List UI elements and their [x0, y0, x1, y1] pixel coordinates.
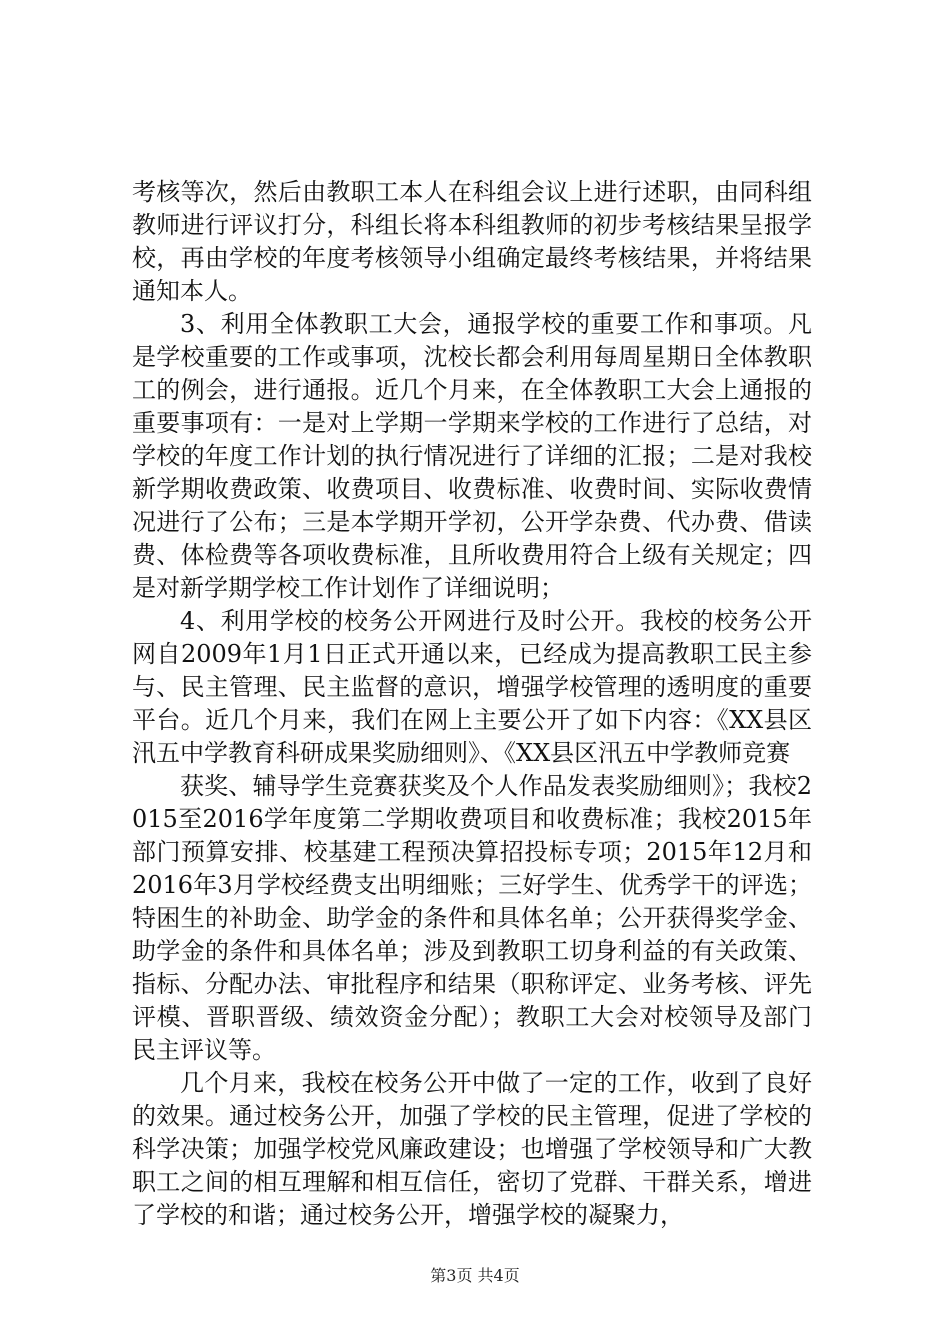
paragraph-5: 几个月来，我校在校务公开中做了一定的工作，收到了良好的效果。通过校务公开，加强了学校的民主管理，促进了学校的科学决策；加强学校党风廉政建设；也增强了学校领导和广大教职工之间的相互理解和相互信任，密切了党群、干群关系，增进了学校的和谐；通过校务公开，增强学校的凝聚力，	[132, 1069, 812, 1229]
document-body	[132, 176, 812, 1232]
paragraph-2: 3、利用全体教职工大会，通报学校的重要工作和事项。凡是学校重要的工作或事项，沈校长都会利用每周星期日全体教职工的例会，进行通报。近几个月来，在全体教职工大会上通报的重要事项有：一是对上学期一学期来学校的工作进行了总结，对学校的年度工作计划的执行情况进行了详细的汇报；二是对我校新学期收费政策、收费项目、收费标准、收费时间、实际收费情况进行了公布；三是本学期开学初，公开学杂费、代办费、借读费、体检费等各项收费标准，且所收费用符合上级有关规定；四是对新学期学校工作计划作了详细说明；	[132, 310, 812, 602]
page-footer	[0, 1266, 950, 1286]
paragraph-1: 考核等次，然后由教职工本人在科组会议上进行述职，由同科组教师进行评议打分，科组长将本科组教师的初步考核结果呈报学校，再由学校的年度考核领导小组确定最终考核结果，并将结果通知本人。	[132, 178, 812, 305]
page-number-label: 第3页 共4页	[430, 1266, 520, 1285]
paragraph-3: 4、利用学校的校务公开网进行及时公开。我校的校务公开网自2009年1月1日正式开通以来，已经成为提高教职工民主参与、民主管理、民主监督的意识，增强学校管理的透明度的重要平台。近几个月来，我们在网上主要公开了如下内容：《XX县区汛五中学教育科研成果奖励细则》、《XX县区汛五中学教师竞赛	[132, 607, 812, 767]
paragraph-4: 获奖、辅导学生竞赛获奖及个人作品发表奖励细则》；我校2015至2016学年度第二学期收费项目和收费标准；我校2015年部门预算安排、校基建工程预决算招投标专项；2015年12月和2016年3月学校经费支出明细账；三好学生、优秀学干的评选；特困生的补助金、助学金的条件和具体名单；公开获得奖学金、助学金的条件和具体名单；涉及到教职工切身利益的有关政策、指标、分配办法、审批程序和结果（职称评定、业务考核、评先评模、晋职晋级、绩效资金分配）；教职工大会对校领导及部门民主评议等。	[132, 772, 812, 1064]
